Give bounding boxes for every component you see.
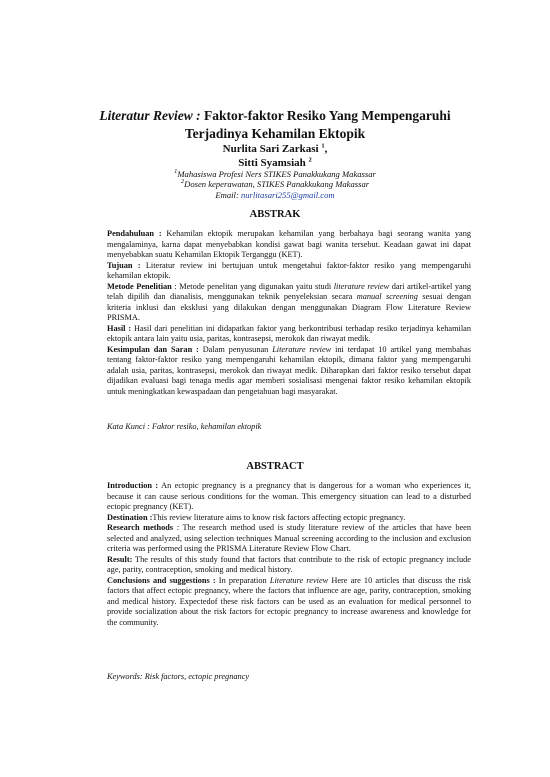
tujuan-label: Tujuan : xyxy=(107,260,141,270)
abstract-heading: ABSTRACT xyxy=(246,461,304,472)
aff-2-sup: 2 xyxy=(180,178,185,186)
metode-text-3: sesuai dengan kriteria inklusi dan eksklusi yang dilakukan dengan menggunakan Diagram Flow Literature Review PRISMA. xyxy=(107,292,471,322)
affiliation-1: Mahasiswa Profesi Ners STIKES Panakkukang Makassar xyxy=(177,169,376,179)
title-italic-part: Literatur Review : xyxy=(99,108,201,123)
abstrak-body xyxy=(107,229,471,397)
conclusions-italic: Literature review xyxy=(269,575,329,585)
abstrak-kesimpulan xyxy=(107,345,471,398)
conclusions-text-1: In preparation xyxy=(215,575,270,585)
methods-text: : The research method used is study literature review of the articles that have been selected and analyzed, using selection techniques Manual screening according to the inclusion and exclusion criteria was performed using the PRISMA Literature Review Flow Chart. xyxy=(107,523,471,553)
keywords: Keywords: Risk factors, ectopic pregnancy xyxy=(107,672,250,681)
destination-label: Destination : xyxy=(107,512,153,522)
pendahuluan-text: Kehamilan ektopik merupakan kehamilan yang berbahaya bagi seorang wanita yang mengalaminya, karna dapat menyebabkan kondisi gawat bagi wanita tersebut. Keadaan gawat ini dapat menyebabkan suatu Kehamilan Ektopik Terganggu (KET). xyxy=(107,229,471,259)
kesimpulan-text-2: ini terdapat 10 artikel yang membahas tentang faktor-faktor resiko yang mempengaruhi kehamilan ektopik, dimana faktor yang mempengaruhi adalah usia, paritas, kontrasepsi, merokok dan riwayat medik. Diharapkan dari faktor resiko tersebut dapat dijadikan evaluasi bagi tenaga medis agar memberi sosialisasi mengenai faktor resiko kehamilan ektopik untuk meningkatkan kewaspadaan dan pengetahuan bagi masyarakat. xyxy=(107,344,471,396)
destination-text: This review literature aims to know risk factors affecting ectopic pregnancy. xyxy=(152,512,406,522)
abstract-result xyxy=(107,555,471,576)
abstrak-tujuan xyxy=(107,261,471,282)
abstract-conclusions xyxy=(107,576,471,629)
metode-italic-1: literature review xyxy=(333,281,390,291)
kesimpulan-text-1: Dalam penyusunan xyxy=(198,344,273,354)
intro-label: Introduction : xyxy=(107,481,159,490)
abstract-introduction xyxy=(107,481,471,513)
abstrak-metode xyxy=(107,282,471,324)
conclusions-text-2: Here are 10 articles that discuss the risk factors that affect ectopic pregnancy, where the factors that influence are age, parity, contraception, smoking and medical history. Expectedof these risk factors can be used as an evaluation for medical personnel to provide socialization about the risk factors for ectopic pregnancy to increase awareness and knowledge for the community. xyxy=(107,575,472,627)
email-link[interactable]: nurlitasari255@gmail.com xyxy=(238,189,335,200)
abstrak-pendahuluan xyxy=(107,229,471,261)
author-1-suffix: , xyxy=(324,143,328,155)
abstrak-heading: ABSTRAK xyxy=(249,209,301,220)
title-line1: Faktor-faktor Resiko Yang Mempengaruhi xyxy=(200,108,451,123)
result-text: The results of this study found that factors that contribute to the risk of ectopic pregnancy include age, parity, contraception, smoking and medical history. xyxy=(107,554,471,574)
author-1-sup: 1 xyxy=(321,142,325,150)
kesimpulan-label: Kesimpulan dan Saran : xyxy=(107,344,199,354)
hasil-text: Hasil dari penelitian ini didapatkan faktor yang berkontribusi terhadap resiko terjadinya kehamilan ektopik antara lain yaitu usia, paritas, kontrasepsi, merokok dan riwayat medik. xyxy=(107,323,471,343)
metode-italic-2: manual screening xyxy=(356,292,418,301)
author-2-sup: 2 xyxy=(308,156,312,164)
affiliations xyxy=(60,169,490,200)
abstrak-hasil xyxy=(107,324,471,345)
hasil-label: Hasil : xyxy=(107,323,132,333)
email-label: Email: xyxy=(215,189,239,200)
aff-1-sup: 1 xyxy=(174,168,178,176)
paper-title xyxy=(60,107,490,143)
author-list xyxy=(60,142,490,170)
tujuan-text: Literatur review ini bertujuan untuk mengetahui faktor-faktor resiko yang mempengaruhi kehamilan ektopik. xyxy=(107,260,472,280)
kata-kunci: Kata Kunci : Faktor resiko, kehamilan ektopik xyxy=(107,422,262,431)
metode-label: Metode Penelitian xyxy=(107,281,172,291)
pendahuluan-label: Pendahuluan : xyxy=(107,229,162,238)
metode-text-2: dari artikel-artikel yang telah dipilih dan dianalisis, menggunakan teknik penyeleksian secara xyxy=(107,281,471,301)
author-1: Nurlita Sari Zarkasi xyxy=(222,143,319,155)
title-line2: Terjadinya Kehamilan Ektopik xyxy=(184,126,366,141)
intro-text: An ectopic pregnancy is a pregnancy that is dangerous for a woman who experiences it, because it can cause serious conditions for the woman. This emergency situation can lead to a disturbed ectopic pregnancy (KET). xyxy=(107,481,471,511)
affiliation-2: Dosen keperawatan, STIKES Panakkukang Makassar xyxy=(184,179,370,190)
abstract-destination xyxy=(107,513,471,524)
methods-label: Research methods xyxy=(107,523,174,532)
abstract-methods xyxy=(107,523,471,555)
kesimpulan-italic: Literature review xyxy=(272,344,332,354)
metode-text-1: : Metode penelitan yang digunakan yaitu studi xyxy=(171,281,334,291)
conclusions-label: Conclusions and suggestions : xyxy=(107,575,216,585)
result-label: Result: xyxy=(107,554,133,564)
abstract-body xyxy=(107,481,471,628)
author-2: Sitti Syamsiah xyxy=(238,157,306,169)
